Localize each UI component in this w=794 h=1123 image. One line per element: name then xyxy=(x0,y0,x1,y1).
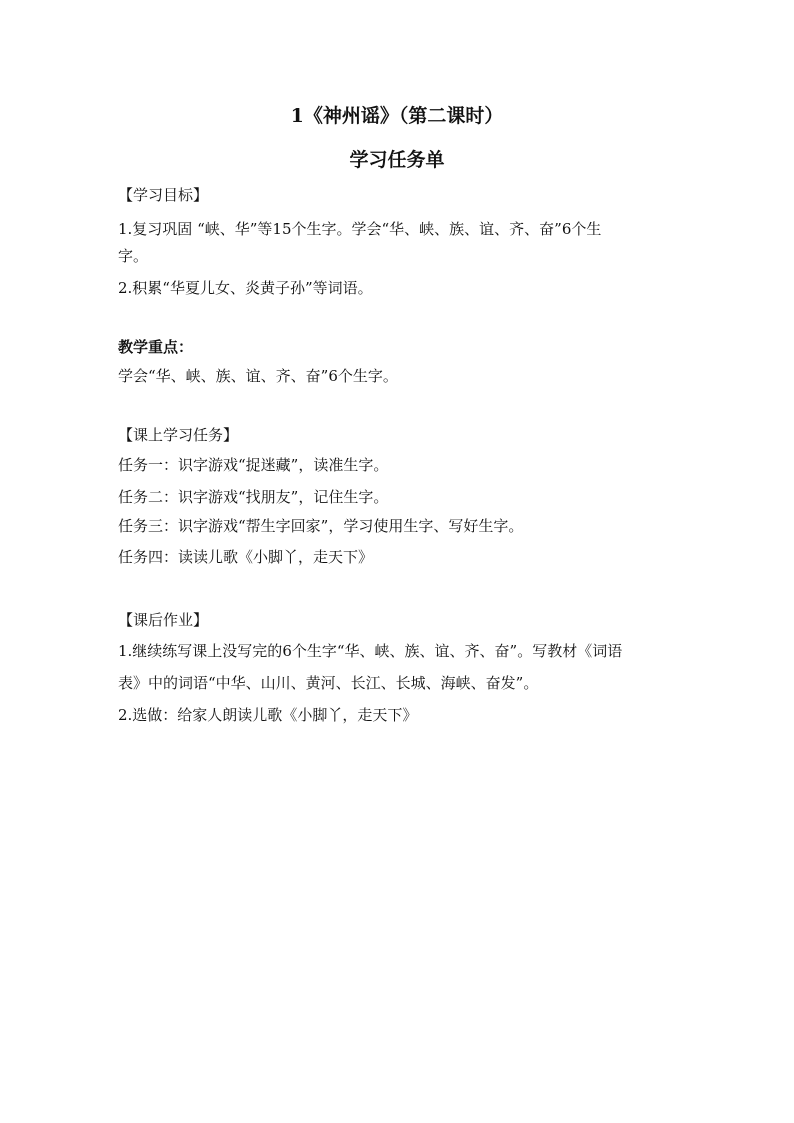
class-task-item: 任务四：读读儿歌《小脚丫，走天下》 xyxy=(118,548,374,566)
objectives-heading: 【学习目标】 xyxy=(118,186,209,204)
class-tasks-heading: 【课上学习任务】 xyxy=(118,426,239,444)
class-task-item: 任务二：识字游戏“找朋友”，记住生字。 xyxy=(118,488,389,506)
class-task-item: 任务一：识字游戏“捉迷藏”，读准生字。 xyxy=(118,456,389,474)
class-task-item: 任务三：识字游戏“帮生字回家”，学习使用生字、写好生字。 xyxy=(118,517,524,535)
key-points-heading: 教学重点： xyxy=(118,338,194,356)
objective-item-1-line-2: 字。 xyxy=(118,247,149,265)
objective-item-2: 2.积累“华夏儿女、炎黄子孙”等词语。 xyxy=(118,279,373,297)
objective-item-1-line-1: 1.复习巩固 “峡、华”等15个生字。学会“华、峡、族、谊、齐、奋”6个生 xyxy=(118,220,602,238)
homework-item-1-line-1: 1.继续练写课上没写完的6个生字“华、峡、族、谊、齐、奋”。写教材《词语 xyxy=(118,642,623,660)
homework-item-2: 2.选做：给家人朗读儿歌《小脚丫，走天下》 xyxy=(118,706,418,724)
key-points-text: 学会“华、峡、族、谊、齐、奋”6个生字。 xyxy=(118,367,398,385)
homework-heading: 【课后作业】 xyxy=(118,611,209,629)
document-subtitle: 学习任务单 xyxy=(349,149,445,171)
document-title: 1《神州谣》（第二课时） xyxy=(290,105,504,127)
homework-item-1-line-2: 表》中的词语“中华、山川、黄河、长江、长城、海峡、奋发”。 xyxy=(118,674,539,692)
